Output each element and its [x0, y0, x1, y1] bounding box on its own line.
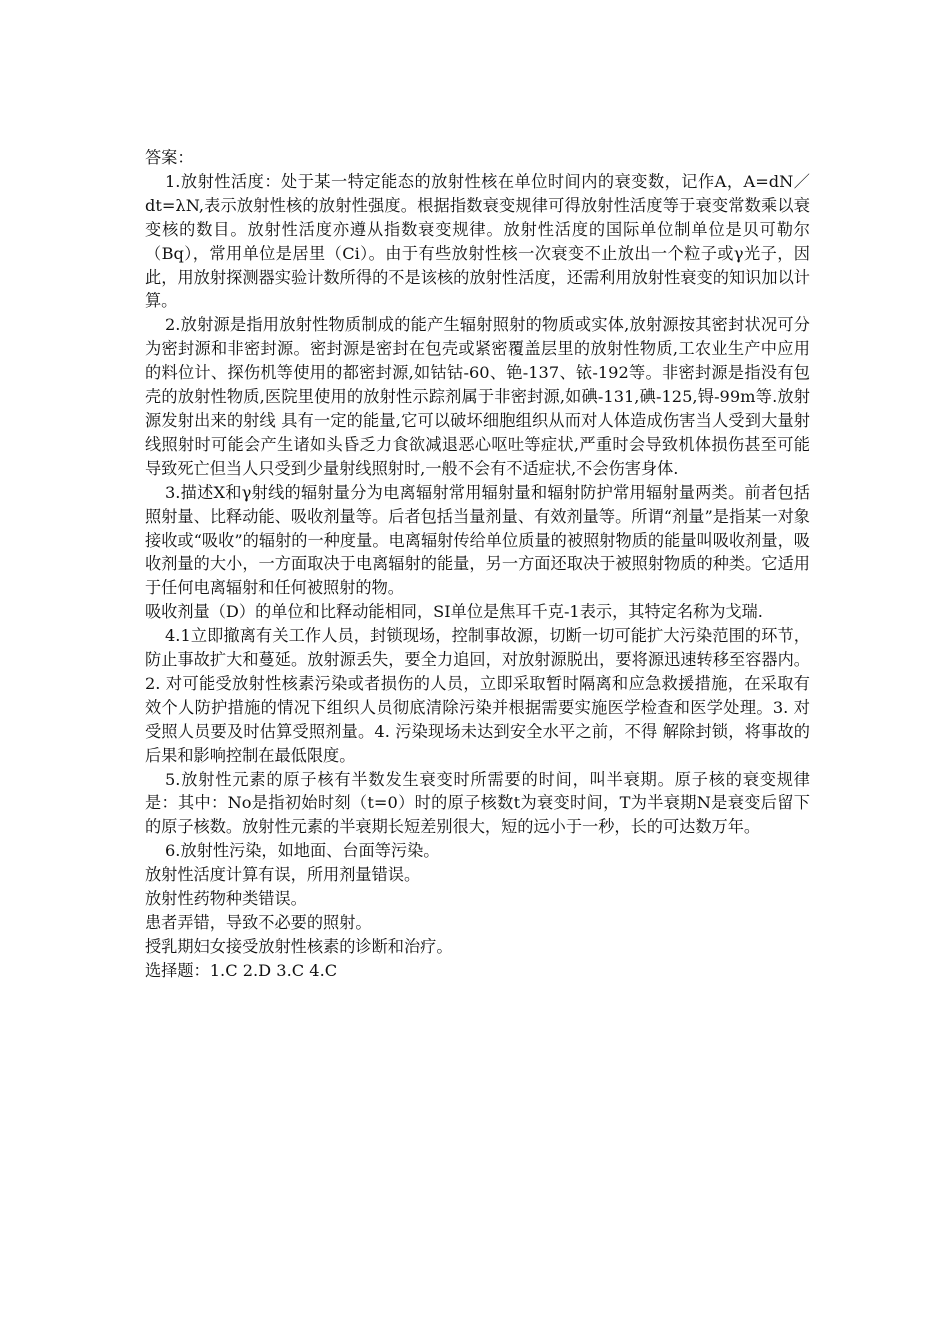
multiple-choice-answers: 选择题：1.C 2.D 3.C 4.C: [145, 960, 338, 980]
answer-1-radioactivity: 1.放射性活度：处于某一特定能态的放射性核在单位时间内的衰变数，记作A，A=dN／dt=λN,表示放射性核的放射性强度。根据指数衰变规律可得放射性活度等于衰变常数乘以衰变核的数目。放射性活度亦遵从指数衰变规律。放射性活度的国际单位制单位是贝可勒尔（Bq），常用单位是居里（Ci）。由于有些放射性核一次衰变不止放出一个粒子或γ光子，因此，用放射探测器实验计数所得的不是该核的放射性活度，还需利用放射性衰变的知识加以计算。: [145, 171, 810, 311]
answer-5-half-life: 5.放射性元素的原子核有半数发生衰变时所需要的时间，叫半衰期。原子核的衰变规律是：其中：No是指初始时刻（t=0）时的原子核数t为衰变时间，T为半衰期N是衰变后留下的原子核数。放射性元素的半衰期长短差别很大，短的远小于一秒，长的可达数万年。: [145, 769, 810, 837]
document-page: [145, 146, 810, 983]
answer-3-radiation-dose: 3.描述X和γ射线的辐射量分为电离辐射常用辐射量和辐射防护常用辐射量两类。前者包括照射量、比释动能、吸收剂量等。后者包括当量剂量、有效剂量等。所谓“剂量”是指某一对象接收或“吸收”的辐射的一种度量。电离辐射传给单位质量的被照射物质的能量叫吸收剂量，吸收剂量的大小，一方面取决于电离辐射的能量，另一方面还取决于被照射物质的种类。它适用于任何电离辐射和任何被照射的物。: [145, 482, 810, 598]
answer-6-contamination: 6.放射性污染，如地面、台面等污染。: [165, 841, 440, 861]
answer-3-absorbed-dose-unit: 吸收剂量（D）的单位和比释动能相同，SI单位是焦耳千克-1表示，其特定名称为戈瑞.: [145, 602, 763, 622]
answer-2-radiation-source: 2.放射源是指用放射性物质制成的能产生辐射照射的物质或实体,放射源按其密封状况可分为密封源和非密封源。密封源是密封在包壳或紧密覆盖层里的放射性物质,工农业生产中应用的料位计、探伤机等使用的都密封源,如钴钴-60、铯-137、铱-192等。非密封源是指没有包壳的放射性物质,医院里使用的放射性示踪剂属于非密封源,如碘-131,碘-125,锝-99m等.放射源发射出来的射线 具有一定的能量,它可以破坏细胞组织从而对人体造成伤害当人受到大量射线照射时可能会产生诸如头昏乏力食欲减退恶心呕吐等症状,严重时会导致机体损伤甚至可能导致死亡但当人只受到少量射线照射时,一般不会有不适症状,不会伤害身体.: [145, 315, 810, 478]
answer-6-item-drug-error: 放射性药物种类错误。: [145, 889, 307, 909]
answer-6-item-breastfeeding: 授乳期妇女接受放射性核素的诊断和治疗。: [145, 936, 453, 956]
answer-heading: 答案：: [145, 148, 194, 167]
answer-6-item-calculation-error: 放射性活度计算有误，所用剂量错误。: [145, 865, 421, 885]
answer-4-emergency-measures: 4.1立即撤离有关工作人员，封锁现场，控制事故源，切断一切可能扩大污染范围的环节，防止事故扩大和蔓延。放射源丢失，要全力追回，对放射源脱出，要将源迅速转移至容器内。2. 对可能受放射性核素污染或者损伤的人员，立即采取暂时隔离和应急救援措施，在采取有效个人防护措施的情况下组织人员彻底清除污染并根据需要实施医学检查和医学处理。3. 对受照人员要及时估算受照剂量。4. 污染现场未达到安全水平之前，不得 解除封锁，将事故的后果和影响控制在最低限度。: [145, 626, 810, 765]
answer-6-item-patient-error: 患者弄错，导致不必要的照射。: [145, 913, 372, 932]
